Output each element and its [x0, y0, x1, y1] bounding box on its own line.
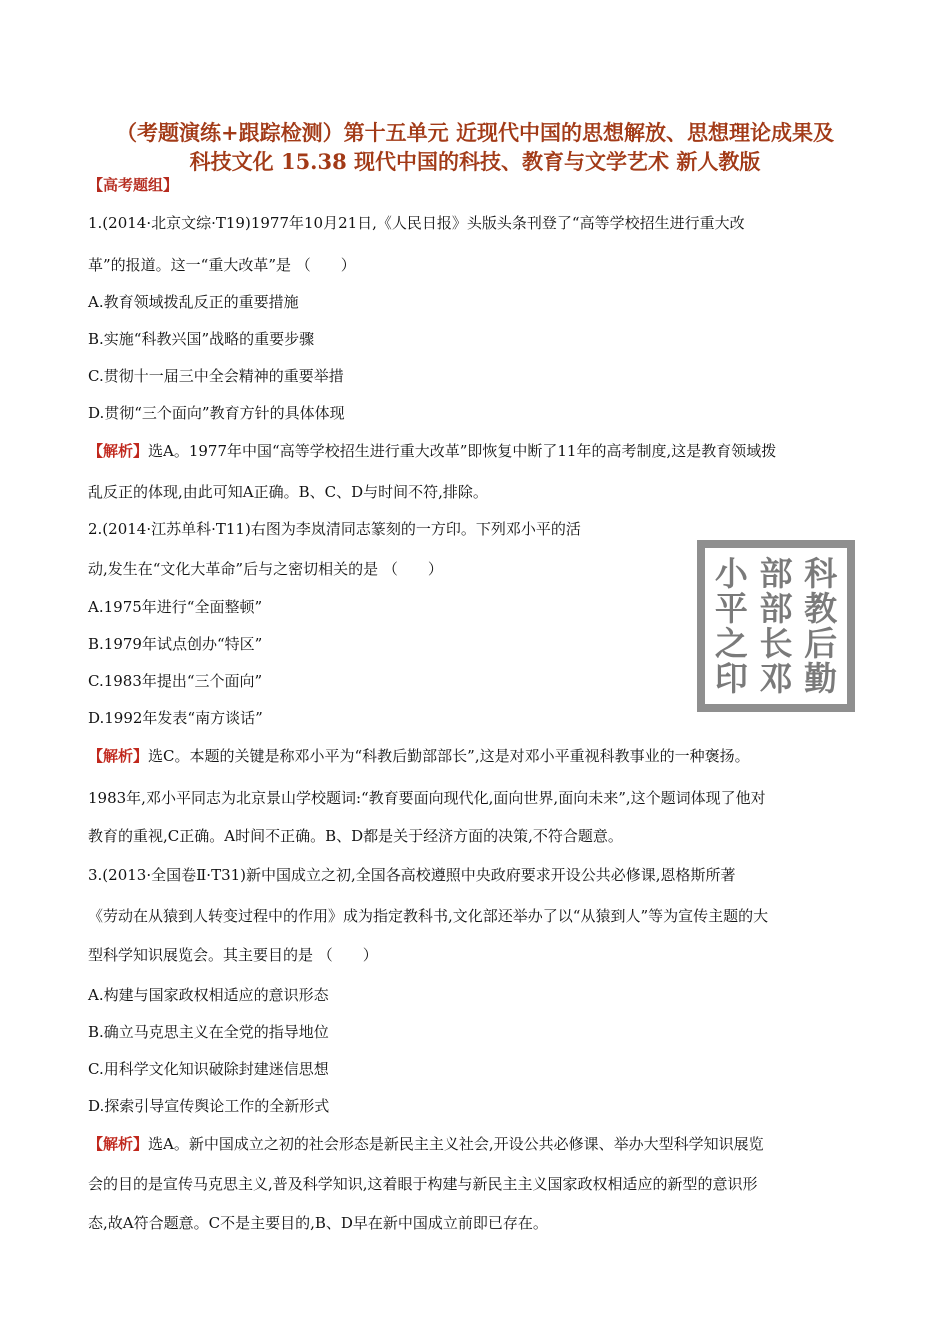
q3-stem-line-3: 型科学知识展览会。其主要目的是 （ ）: [88, 946, 378, 964]
q3-option-d: D.探索引导宣传舆论工作的全新形式: [88, 1097, 330, 1115]
seal-char: 教: [804, 589, 838, 628]
seal-char: 科: [804, 554, 838, 593]
seal-column: [715, 556, 748, 696]
q2-stem-line-2: 动,发生在“文化大革命”后与之密切相关的是 （ ）: [88, 560, 443, 578]
q2-stem-line-1: 2.(2014·江苏单科·T11)右图为李岚清同志篆刻的一方印。下列邓小平的活: [88, 520, 581, 538]
q3-analysis-line-1: [88, 1133, 764, 1154]
q2-analysis-line-3: 教育的重视,C正确。A时间不正确。B、D都是关于经济方面的决策,不符合题意。: [88, 827, 623, 845]
seal-char: 小: [714, 554, 748, 593]
seal-char: 后: [804, 624, 838, 663]
seal-char: 邓: [759, 659, 793, 698]
q3-option-c: C.用科学文化知识破除封建迷信思想: [88, 1060, 329, 1078]
seal-column: [759, 556, 792, 696]
seal-char: 平: [714, 589, 748, 628]
q1-option-b: B.实施“科教兴国”战略的重要步骤: [88, 330, 315, 348]
q3-option-a: A.构建与国家政权相适应的意识形态: [88, 986, 329, 1004]
q1-stem-line-1: 1.(2014·北京文综·T19)1977年10月21日,《人民日报》头版头条刊登了“高等学校招生进行重大改: [88, 214, 745, 232]
title-line-1: （考题演练+跟踪检测）第十五单元 近现代中国的思想解放、思想理论成果及: [116, 120, 834, 145]
q2-option-a: A.1975年进行“全面整顿”: [88, 598, 263, 616]
q1-option-c: C.贯彻十一届三中全会精神的重要举措: [88, 367, 344, 385]
q2-analysis-line-1: [88, 745, 750, 766]
document-title: [60, 118, 890, 176]
q1-option-d: D.贯彻“三个面向”教育方针的具体体现: [88, 404, 345, 422]
q1-analysis-text: 选A。1977年中国“高等学校招生进行重大改革”即恢复中断了11年的高考制度,这是教育领域拨: [148, 442, 777, 460]
seal-char: 部: [759, 589, 793, 628]
analysis-tag: 【解析】: [88, 1135, 149, 1153]
q3-analysis-line-2: 会的目的是宣传马克思主义,普及科学知识,这着眼于构建与新民主主义国家政权相适应的新型的意识形: [88, 1175, 758, 1193]
q2-option-b: B.1979年试点创办“特区”: [88, 635, 263, 653]
title-line-2: 科技文化 15.38 现代中国的科技、教育与文学艺术 新人教版: [189, 149, 761, 174]
q3-analysis-text: 选A。新中国成立之初的社会形态是新民主主义社会,开设公共必修课、举办大型科学知识展览: [148, 1135, 764, 1153]
q3-stem-line-2: 《劳动在从猿到人转变过程中的作用》成为指定教科书,文化部还举办了以“从猿到人”等为宣传主题的大: [88, 907, 769, 925]
seal-char: 长: [759, 624, 793, 663]
seal-char: 之: [714, 624, 748, 663]
q2-analysis-text: 选C。本题的关键是称邓小平为“科教后勤部部长”,这是对邓小平重视科教事业的一种褒扬。: [148, 747, 750, 765]
seal-column: [804, 556, 837, 696]
q1-analysis-line-1: [88, 440, 776, 461]
q2-option-c: C.1983年提出“三个面向”: [88, 672, 263, 690]
q2-analysis-line-2: 1983年,邓小平同志为北京景山学校题词:“教育要面向现代化,面向世界,面向未来”,这个题词体现了他对: [88, 789, 766, 807]
q2-option-d: D.1992年发表“南方谈话”: [88, 709, 263, 727]
q3-option-b: B.确立马克思主义在全党的指导地位: [88, 1023, 329, 1041]
seal-image: [697, 540, 855, 712]
analysis-tag: 【解析】: [88, 747, 149, 765]
q1-stem-line-2: 革”的报道。这一“重大改革”是 （ ）: [88, 256, 356, 274]
seal-char: 部: [759, 554, 793, 593]
q1-option-a: A.教育领域拨乱反正的重要措施: [88, 293, 299, 311]
analysis-tag: 【解析】: [88, 442, 149, 460]
seal-char: 印: [714, 659, 748, 698]
q3-stem-line-1: 3.(2013·全国卷Ⅱ·T31)新中国成立之初,全国各高校遵照中央政府要求开设公共必修课,恩格斯所著: [88, 866, 736, 884]
section-tag: 【高考题组】: [88, 176, 179, 194]
q1-analysis-line-2: 乱反正的体现,由此可知A正确。B、C、D与时间不符,排除。: [88, 483, 488, 501]
seal-char: 勤: [804, 659, 838, 698]
q3-analysis-line-3: 态,故A符合题意。C不是主要目的,B、D早在新中国成立前即已存在。: [88, 1214, 548, 1232]
